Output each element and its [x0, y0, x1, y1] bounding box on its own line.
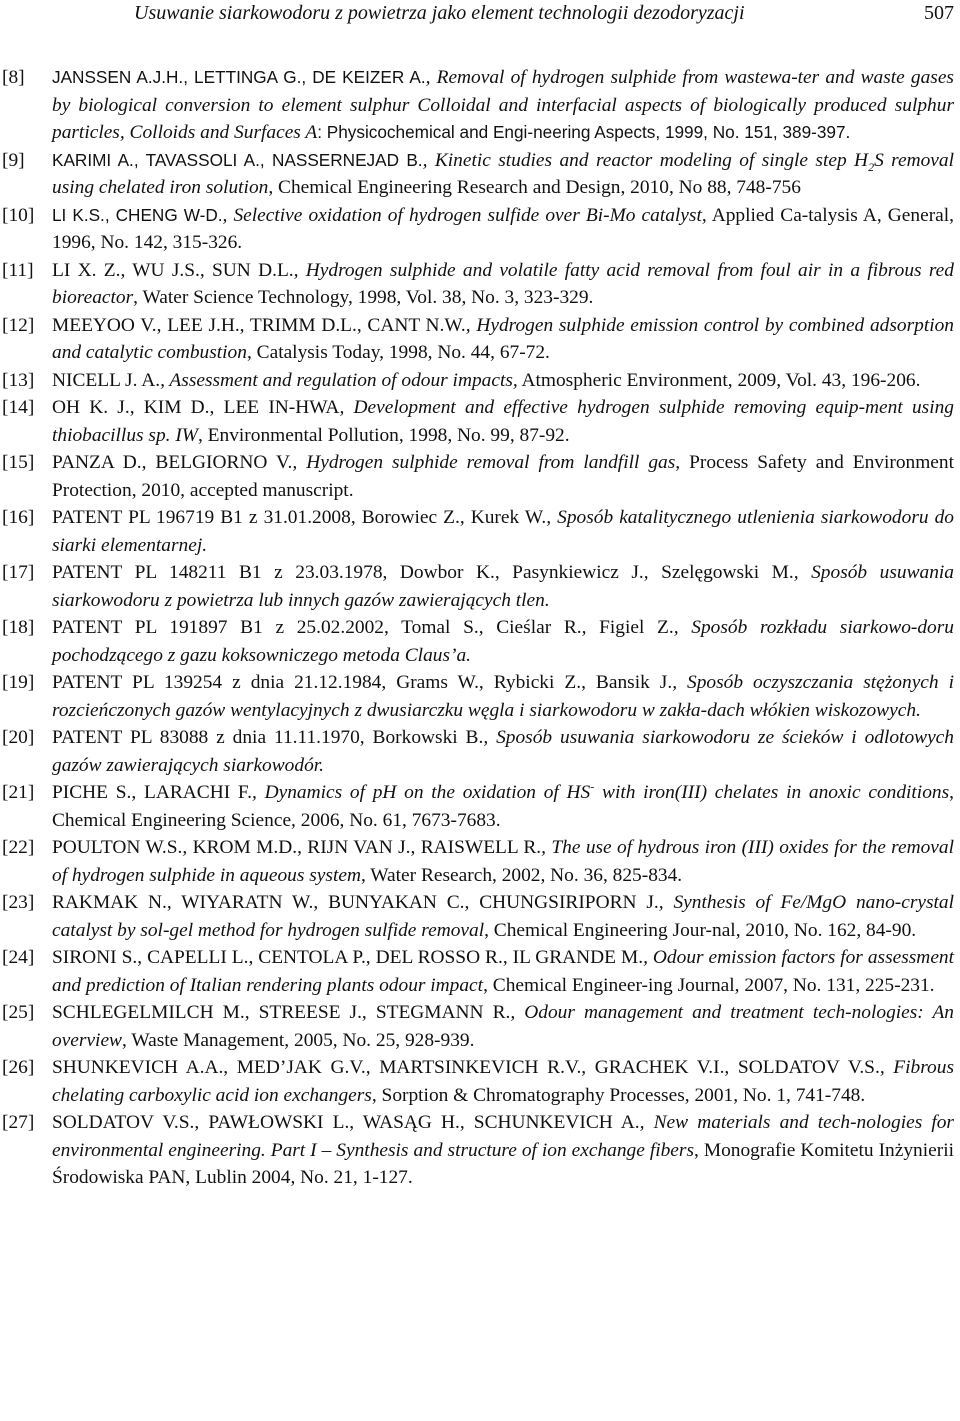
reference-text [52, 669, 954, 724]
reference-item [0, 312, 960, 367]
reference-segment: S removal using chelated iron solution [52, 149, 954, 198]
reference-segment: , Sposób usuwania siarkowodoru z powietrza lub innych gazów zawierających tlen. [52, 562, 954, 611]
reference-segment: , Chemical Engineering Research and Design, 2010, No 88, 748-756 [268, 177, 801, 198]
reference-segment: SOLDATOV V.S., PAWŁOWSKI L., WASĄG H., SCHUNKEVICH A. [52, 1112, 640, 1133]
reference-item [0, 449, 960, 504]
reference-item [0, 367, 960, 395]
reference-segment: , Dynamics of pH on the oxidation of HS [252, 782, 591, 803]
reference-segment: PATENT PL 196719 B1 z 31.01.2008, Borowiec Z., Kurek W. [52, 507, 547, 528]
reference-text [52, 64, 954, 147]
reference-segment: , Waste Management, 2005, No. 25, 928-939. [122, 1029, 475, 1051]
reference-segment: , Removal of hydrogen sulphide from wastewa-ter and waste gases by biological conversion to element sulphur Colloidal and interfacial aspects of biologically produced sulphur particles, Colloids and Surfaces A [52, 67, 954, 143]
reference-text [52, 367, 954, 395]
reference-text [52, 944, 954, 999]
reference-number: [27] [2, 1112, 35, 1133]
reference-item [0, 394, 960, 449]
reference-list [0, 64, 960, 1192]
reference-segment: 2 [868, 159, 875, 174]
reference-number: [12] [2, 314, 35, 336]
reference-text [52, 724, 954, 779]
reference-text [52, 1109, 954, 1192]
reference-segment: , Monografie Komitetu Inżynierii Środowiska PAN, Lublin 2004, No. 21, 1-127. [52, 1139, 954, 1188]
reference-number: [19] [2, 672, 35, 693]
reference-segment: , Sposób oczyszczania stężonych i rozcieńczonych gazów wentylacyjnych z dwusiarczku węgla i siarkowodoru w zakła-dach włókien wiskozowych. [52, 672, 954, 721]
reference-text [52, 504, 954, 559]
reference-text [52, 147, 954, 202]
reference-segment: , New materials and tech-nologies for environmental engineering. Part I – Synthesis and structure of ion exchange fibers [52, 1112, 954, 1161]
reference-segment: , Odour emission factors for assessment and prediction of Italian rendering plants odour impact [52, 947, 955, 996]
reference-number: [22] [2, 837, 35, 858]
reference-segment: KARIMI A., TAVASSOLI A., NASSERNEJAD B. [52, 149, 423, 170]
reference-segment: , Catalysis Today, 1998, No. 44, 67-72. [246, 342, 550, 363]
reference-number: [13] [2, 369, 35, 391]
reference-number: [23] [2, 892, 35, 913]
reference-text [52, 449, 954, 504]
running-title: Usuwanie siarkowodoru z powietrza jako element technologii dezodoryzacji [134, 2, 745, 24]
reference-segment: , Selective oxidation of hydrogen sulfide over Bi-Mo catalyst [222, 204, 702, 226]
reference-segment: : Physicochemical and Engi-neering Aspects, 1999, No. 151, 389-397. [317, 122, 851, 142]
reference-number: [9] [2, 149, 25, 171]
reference-item [0, 724, 960, 779]
reference-segment: , Process Safety and Environment Protection, 2010, accepted manuscript. [52, 452, 954, 501]
reference-number: [11] [2, 259, 34, 281]
reference-item [0, 257, 960, 312]
reference-segment: , Hydrogen sulphide removal from landfill gas [292, 452, 676, 473]
reference-segment: MEEYOO V., LEE J.H., TRIMM D.L., CANT N.W. [52, 314, 466, 336]
reference-segment: , Hydrogen sulphide emission control by combined adsorption and catalytic combustion [52, 314, 954, 363]
reference-segment: PICHE S., LARACHI F. [52, 782, 252, 803]
reference-segment: RAKMAK N., WIYARATN W., BUNYAKAN C., CHUNGSIRIPORN J. [52, 892, 659, 913]
reference-segment: with iron(III) chelates in anoxic conditions [594, 782, 950, 803]
reference-number: [18] [2, 617, 35, 638]
reference-item [0, 669, 960, 724]
reference-item [0, 779, 960, 834]
reference-number: [25] [2, 1002, 35, 1023]
reference-number: [17] [2, 562, 35, 583]
reference-item [0, 504, 960, 559]
reference-text [52, 999, 954, 1054]
reference-segment: PATENT PL 148211 B1 z 23.03.1978, Dowbor K., Pasynkiewicz J., Szelęgowski M. [52, 562, 794, 583]
reference-item [0, 834, 960, 889]
reference-segment: , Development and effective hydrogen sulphide removing equip-ment using thiobacillus sp. IW [52, 397, 954, 446]
reference-segment: , Chemical Engineering Jour-nal, 2010, No. 162, 84-90. [484, 919, 917, 941]
reference-segment: , The use of hydrous iron (III) oxides for the removal of hydrogen sulphide in aqueous system [52, 837, 954, 886]
reference-item [0, 1054, 960, 1109]
reference-segment: , Kinetic studies and reactor modeling of single step H [422, 149, 869, 171]
reference-segment: OH K. J., KIM D., LEE IN-HWA [52, 397, 340, 418]
reference-segment: PATENT PL 83088 z dnia 11.11.1970, Borkowski B. [52, 727, 484, 748]
reference-segment: , Synthesis of Fe/MgO nano-crystal catalyst by sol-gel method for hydrogen sulfide removal [52, 892, 954, 941]
reference-text [52, 779, 954, 834]
reference-item [0, 614, 960, 669]
reference-segment: POULTON W.S., KROM M.D., RIJN VAN J., RAISWELL R. [52, 837, 542, 858]
reference-segment: SCHLEGELMILCH M., STREESE J., STEGMANN R. [52, 1002, 511, 1023]
reference-segment: , Chemical Engineer-ing Journal, 2007, No. 131, 225-231. [483, 974, 935, 996]
reference-number: [20] [2, 727, 35, 748]
reference-segment: SIRONI S., CAPELLI L., CENTOLA P., DEL ROSSO R., IL GRANDE M. [52, 947, 644, 968]
reference-segment: , Sposób usuwania siarkowodoru ze ścieków i odlotowych gazów zawierających siarkowodór. [52, 727, 954, 776]
reference-segment: PATENT PL 191897 B1 z 25.02.2002, Tomal S., Cieślar R., Figiel Z. [52, 617, 674, 638]
reference-number: [15] [2, 452, 35, 473]
reference-item [0, 999, 960, 1054]
reference-item [0, 944, 960, 999]
reference-text [52, 202, 954, 257]
reference-text [52, 1054, 954, 1109]
reference-item [0, 1109, 960, 1192]
reference-segment: PATENT PL 139254 z dnia 21.12.1984, Grams W., Rybicki Z., Bansik J. [52, 672, 673, 693]
reference-segment: Atmospheric Environment, 2009, Vol. 43, 196-206. [517, 369, 921, 391]
reference-text [52, 614, 954, 669]
reference-segment: , Sposób katalitycznego utlenienia siarkowodoru do siarki elementarnej. [52, 507, 954, 556]
reference-segment: , Water Research, 2002, No. 36, 825-834. [360, 864, 683, 886]
reference-segment: JANSSEN A.J.H., LETTINGA G., DE KEIZER A. [52, 67, 426, 87]
reference-segment: , Water Science Technology, 1998, Vol. 38, No. 3, 323-329. [133, 287, 594, 308]
reference-segment: , Assessment and regulation of odour impacts, [160, 369, 518, 391]
reference-item [0, 889, 960, 944]
reference-number: [21] [2, 782, 35, 803]
reference-text [52, 559, 954, 614]
reference-segment: , Hydrogen sulphide and volatile fatty acid removal from foul air in a fibrous red bioreactor [52, 259, 954, 308]
reference-number: [10] [2, 204, 35, 226]
reference-text [52, 834, 954, 889]
reference-segment: , Environmental Pollution, 1998, No. 99, 87-92. [197, 424, 570, 446]
reference-item [0, 559, 960, 614]
reference-number: [16] [2, 507, 35, 528]
reference-number: [14] [2, 397, 35, 418]
reference-item [0, 147, 960, 202]
reference-segment: SHUNKEVICH A.A., MED’JAK G.V., MARTSINKEVICH R.V., GRACHEK V.I., SOLDATOV V.S. [52, 1057, 880, 1078]
reference-text [52, 394, 954, 449]
reference-item [0, 64, 960, 147]
reference-segment: , Sorption & Chromatography Processes, 2001, No. 1, 741-748. [371, 1084, 866, 1106]
reference-segment: , Fibrous chelating carboxylic acid ion exchangers [52, 1057, 954, 1106]
reference-segment: LI K.S., CHENG W-D. [52, 204, 223, 225]
reference-text [52, 889, 954, 944]
reference-segment: PANZA D., BELGIORNO V. [52, 452, 293, 473]
page-number: 507 [924, 2, 954, 24]
reference-number: [24] [2, 947, 35, 968]
reference-segment: LI X. Z., WU J.S., SUN D.L. [52, 259, 294, 281]
reference-segment: NICELL J. A. [52, 369, 161, 391]
running-header [52, 0, 954, 30]
reference-item [0, 202, 960, 257]
reference-number: [26] [2, 1057, 35, 1078]
reference-segment: , Chemical Engineering Science, 2006, No. 61, 7673-7683. [52, 782, 954, 831]
reference-text [52, 312, 954, 367]
reference-text [52, 257, 954, 312]
reference-segment: , Applied Ca-talysis A, General, 1996, No. 142, 315-326. [52, 204, 954, 253]
reference-segment: - [590, 779, 595, 794]
reference-segment: , Odour management and treatment tech-nologies: An overview [52, 1002, 954, 1051]
reference-number: [8] [2, 67, 25, 88]
reference-segment: , Sposób rozkładu siarkowo-doru pochodzącego z gazu koksowniczego metoda Claus’a. [52, 617, 954, 666]
